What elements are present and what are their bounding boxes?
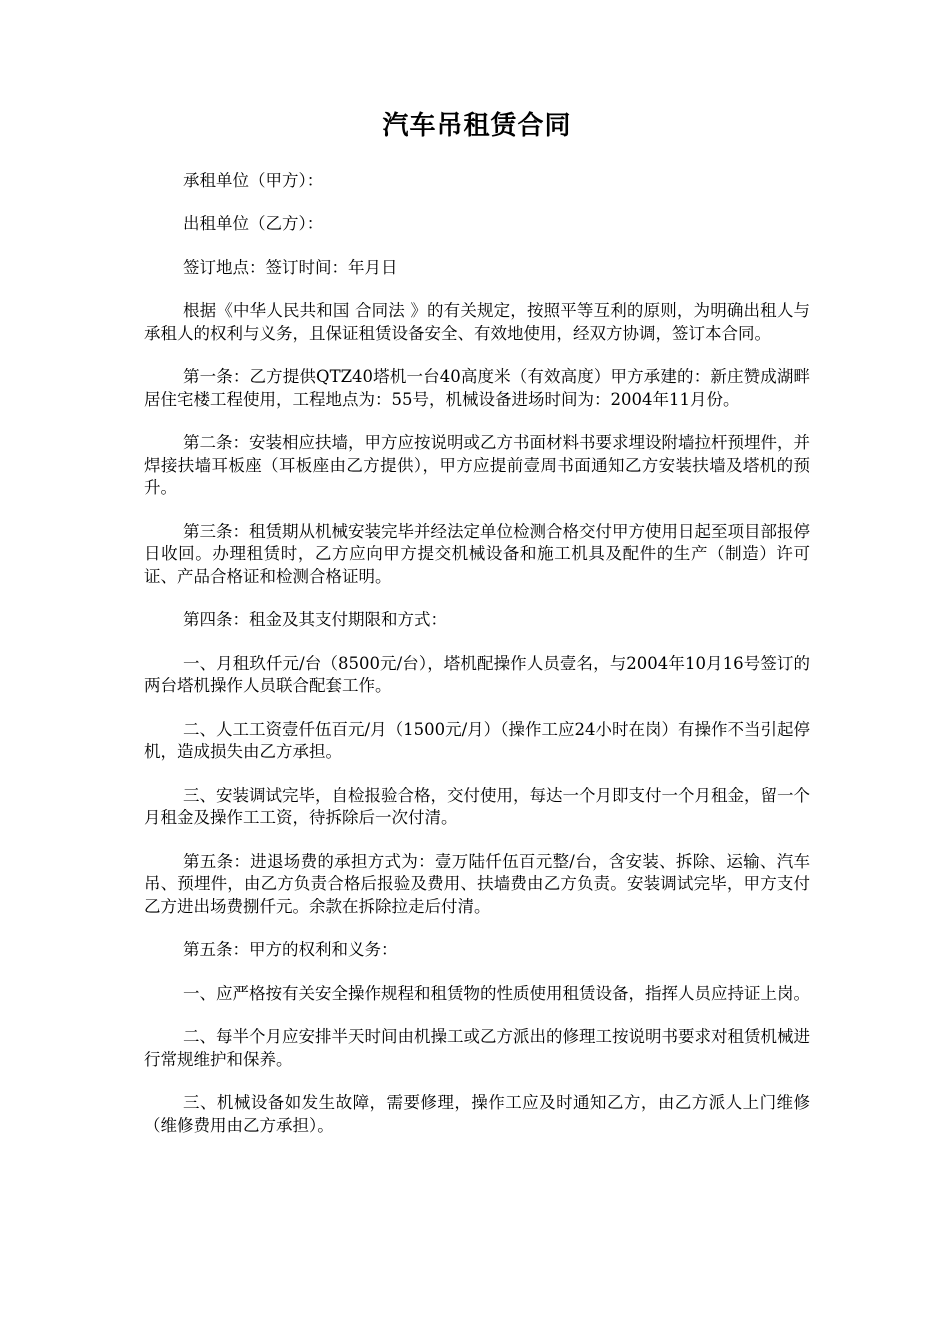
rights-item-2: 二、每半个月应安排半天时间由机操工或乙方派出的修理工按说明书要求对租赁机械进行常规维护和保养。	[144, 1027, 810, 1069]
article-1-paragraph: 第一条：乙方提供QTZ40塔机一台40高度米（有效高度）甲方承建的：新庄赞成湖畔居住宅楼工程使用，工程地点为：55号，机械设备进场时间为：2004年11月份。	[144, 367, 810, 409]
lessor-line: 出租单位（乙方）：	[183, 214, 324, 234]
document-title: 汽车吊租赁合同	[382, 111, 572, 141]
lessee-line: 承租单位（甲方）：	[183, 170, 324, 190]
article-4-item-1: 一、月租玖仟元/台（8500元/台），塔机配操作人员壹名，与2004年10月16号签订的两台塔机操作人员联合配套工作。	[144, 653, 810, 696]
rights-item-1: 一、应严格按有关安全操作规程和租赁物的性质使用租赁设备，指挥人员应持证上岗。	[183, 983, 810, 1003]
article-4-heading: 第四条：租金及其支付期限和方式：	[183, 610, 447, 630]
rights-item-3: 三、机械设备如发生故障，需要修理，操作工应及时通知乙方，由乙方派人上门维修（维修费用由乙方承担）。	[144, 1093, 810, 1135]
article-4-item-3: 三、安装调试完毕，自检报验合格，交付使用，每达一个月即支付一个月租金，留一个月租金及操作工工资，待拆除后一次付清。	[144, 785, 810, 828]
article-4-item-2: 二、人工工资壹仟伍百元/月（1500元/月）（操作工应24小时在岗）有操作不当引起停机，造成损失由乙方承担。	[144, 719, 810, 762]
article-5-fees-paragraph: 第五条：进退场费的承担方式为：壹万陆仟伍百元整/台，含安装、拆除、运输、汽车吊、预埋件，由乙方负责合格后报验及费用、扶墙费由乙方负责。安装调试完毕，甲方支付乙方进出场费捌仟元。余款在拆除拉走后付清。	[144, 851, 810, 916]
signing-place-time-line: 签订地点：签订时间：年月日	[183, 257, 398, 277]
article-3-paragraph: 第三条：租赁期从机械安装完毕并经法定单位检测合格交付甲方使用日起至项目部报停日收回。办理租赁时，乙方应向甲方提交机械设备和施工机具及配件的生产（制造）许可证、产品合格证和检测合格证明。	[144, 521, 810, 586]
article-2-paragraph: 第二条：安装相应扶墙，甲方应按说明或乙方书面材料书要求埋设附墙拉杆预埋件，并焊接扶墙耳板座（耳板座由乙方提供），甲方应提前壹周书面通知乙方安装扶墙及塔机的预升。	[144, 433, 810, 498]
preamble-paragraph: 根据《中华人民共和国 合同法 》的有关规定，按照平等互利的原则，为明确出租人与承租人的权利与义务，且保证租赁设备安全、有效地使用，经双方协调，签订本合同。	[144, 301, 810, 343]
document-page	[144, 110, 810, 1158]
article-5-rights-heading: 第五条：甲方的权利和义务：	[183, 940, 398, 960]
